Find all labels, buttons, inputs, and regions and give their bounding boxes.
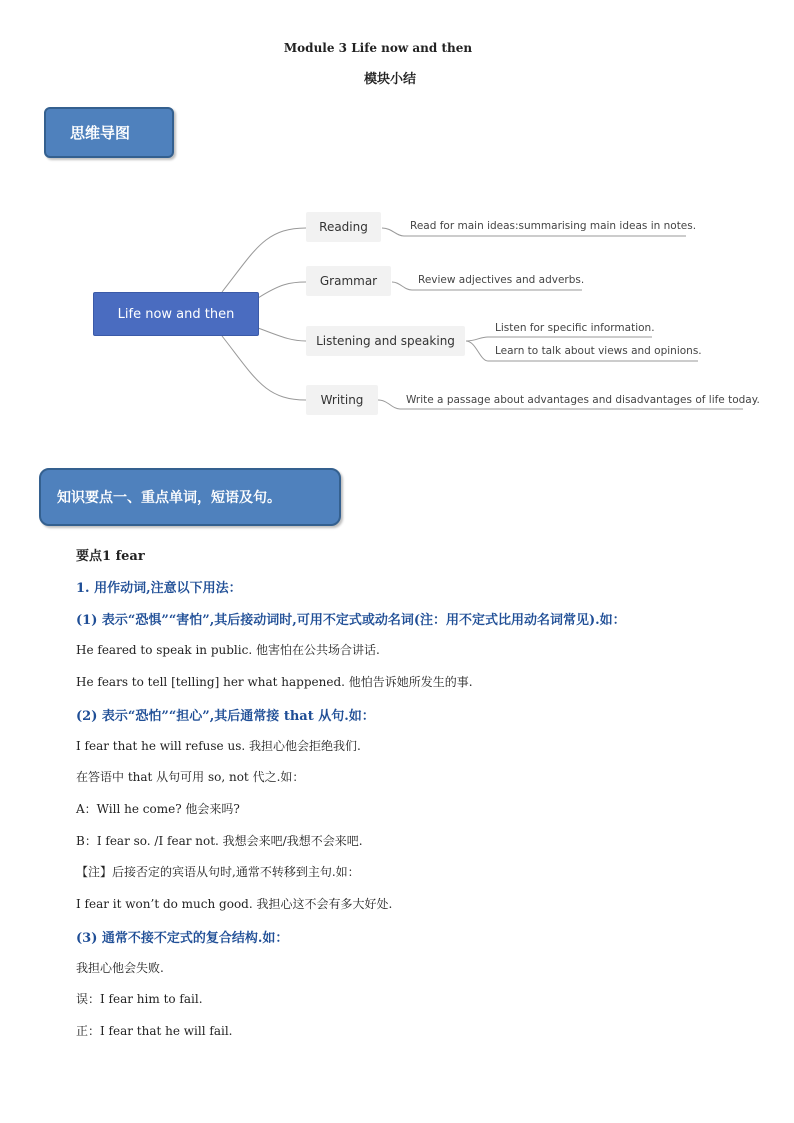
- example-3: I fear that he will refuse us. 我担心他会拒绝我们.: [76, 739, 361, 753]
- example-1: He feared to speak in public. 他害怕在公共场合讲话.: [76, 643, 380, 657]
- leaf-grammar-1: Review adjectives and adverbs.: [418, 274, 585, 286]
- leaf-reading-1: Read for main ideas:summarising main ideas in notes.: [410, 220, 697, 232]
- knowledge-banner-label: 知识要点一、重点单词，短语及句。: [57, 490, 281, 506]
- branch-grammar-label: Grammar: [319, 274, 378, 288]
- branch-reading-label: Reading: [319, 220, 368, 234]
- example-10: 正：I fear that he will fail.: [76, 1024, 233, 1038]
- knowledge-banner: [39, 468, 341, 526]
- branch-listening-speaking: [306, 326, 465, 356]
- mind-map-root: [93, 292, 259, 336]
- example-7: I fear it won’t do much good. 我担心这不会有多大好处.: [76, 897, 393, 911]
- mind-map-banner-label: 思维导图: [70, 124, 131, 142]
- leaf-writing-1: Write a passage about advantages and disadvantages of life today.: [406, 394, 760, 406]
- branch-writing-label: Writing: [320, 393, 364, 407]
- example-6: B：I fear so. /I fear not. 我想会来吧/我想不会来吧.: [76, 834, 363, 848]
- subheading-1-1: (1) 表示“恐惧”“害怕”,其后接动词时,可用不定式或动名词(注：用不定式比用动名词常见).如：: [76, 613, 626, 628]
- branch-grammar: [306, 266, 391, 296]
- note: 【注】后接否定的宾语从句时,通常不转移到主句.如：: [76, 865, 360, 879]
- example-9: 误：I fear him to fail.: [76, 992, 203, 1006]
- document-subtitle: 模块小结: [363, 72, 416, 87]
- point-heading: 要点1 fear: [76, 549, 145, 564]
- branch-reading: [306, 212, 381, 242]
- mind-map-root-label: Life now and then: [117, 306, 235, 322]
- branch-writing: [306, 385, 378, 415]
- example-8: 我担心他会失败.: [76, 961, 164, 975]
- subheading-1-3: (3) 通常不接不定式的复合结构.如：: [76, 931, 289, 946]
- leaf-listening-2: Learn to talk about views and opinions.: [495, 345, 702, 357]
- subheading-1: 1. 用作动词,注意以下用法：: [76, 581, 242, 596]
- example-5: A：Will he come? 他会来吗?: [76, 802, 240, 816]
- example-2: He fears to tell [telling] her what happened. 他怕告诉她所发生的事.: [76, 675, 473, 689]
- subheading-1-2: (2) 表示“恐怕”“担心”,其后通常接 that 从句.如：: [76, 709, 375, 724]
- example-4: 在答语中 that 从句可用 so, not 代之.如：: [76, 770, 305, 784]
- leaf-listening-1: Listen for specific information.: [495, 322, 655, 334]
- document-title: Module 3 Life now and then: [283, 41, 473, 55]
- branch-listening-speaking-label: Listening and speaking: [316, 334, 455, 348]
